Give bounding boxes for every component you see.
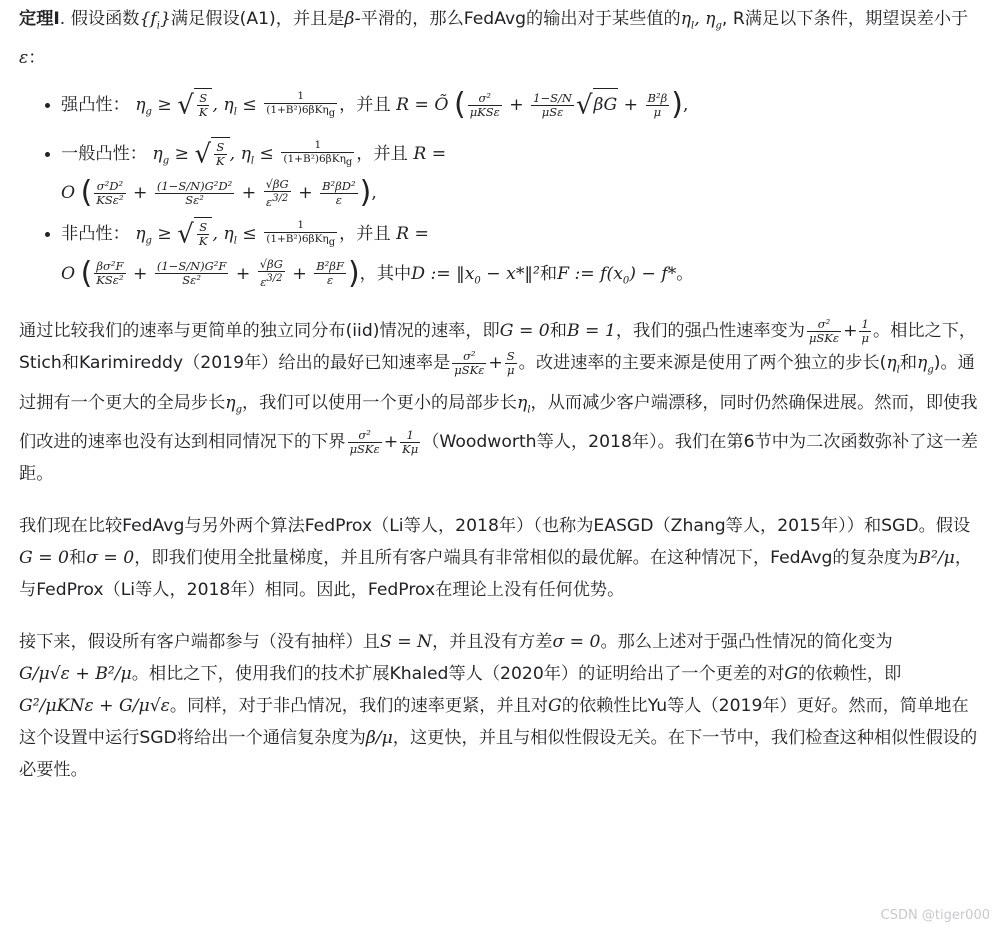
paragraph-rate-comparison: 通过比较我们的速率与更简单的独立同分布(iid)情况的速率，即G = 0和B = 1，我们的强凸性速率变为 $\frac{\text{σ²}}{\text{μSKε}}$ + $\frac{1}{\mu}$ 。相比之下，Stich和Karimireddy（2019年）给出的最好已知速率是 $\frac{\text{σ²}}{\text{μSKε}}$ + $\frac{S}{\mu}$ 。改进速率的主要来源是使用了两个独立的步长($\eta_l$和$\eta_g$)。通过拥有一个更大的全局步长$\eta_g$，我们可以使用一个更小的局部步长$\eta_l$，从而减少客户端漂移，同时仍然确保进展。然而，即使我们改进的速率也没有达到相同情况下的下界 $\frac{\text{σ²}}{\text{μSKε}}$ + $\frac{1}{K\mu}$ （Woodworth等人，2018年）。我们在第6节中为二次函数弥补了这一差距。 <box>19 316 978 485</box>
theorem-statement: 定理I. 假设函数$\{f_i\}$满足假设(A1)，并且是β-平滑的，那么FedAvg的输出对于某些值的$\eta_l$, $\eta_g$, R满足以下条件，期望误差小于ε： <box>19 9 969 69</box>
list-item-strongly-convex: • 强凸性： $\eta_g$ ≥ √ $\frac{S}{K}$ , $\eta_l$ ≤ $\frac{1}{(1+B^2)6\beta K\eta_g}$ ，并且 R = Õ ( $\frac{\text{σ²}}{\text{μKSε}}$ + $\frac{1-S/N}{\text{μSε}}$ √βG + $\frac{\text{B²β}}{\mu}$ ), <box>61 88 983 128</box>
theorem-title: 定理I <box>19 9 60 29</box>
paragraph-fedprox-comparison: 我们现在比较FedAvg与另外两个算法FedProx（Li等人，2018年）（也称为EASGD（Zhang等人，2015年））和SGD。假设G = 0和σ = 0，即我们使用全批量梯度，并且所有客户端具有非常相似的最优解。在这种情况下，FedAvg的复杂度为B²/μ，与FedProx（Li等人，2018年）相同。因此，FedProx在理论上没有任何优势。 <box>19 516 973 601</box>
list-item-general-convex: • 一般凸性： $\eta_g$ ≥ √ $\frac{S}{K}$ , $\eta_l$ ≤ $\frac{1}{(1+B^2)6\beta K\eta_g}$ ，并且 R = O ( $\frac{\text{σ²D²}}{\text{KSε²}}$ + $\frac{\text{(1−S/N)G²D²}}{\text{Sε²}}$ + $\frac{√\beta G}{\varepsilon^{3/2}}$ + $\frac{\text{B²βD²}}{\varepsilon}$ ), <box>61 137 983 209</box>
list-item-nonconvex: • 非凸性： $\eta_g$ ≥ √ $\frac{S}{K}$ , $\eta_l$ ≤ $\frac{1}{(1+B^2)6\beta K\eta_g}$ ，并且 R = O ( $\frac{\text{βσ²F}}{\text{KSε²}}$ + $\frac{\text{(1−S/N)G²F}}{\text{Sε²}}$ + $\frac{√\beta G}{\varepsilon^{3/2}}$ + $\frac{\text{B²βF}}{\varepsilon}$ )，其中D := $‖x_0$ − x*‖²和F := $f(x_0) - f*$。 <box>61 217 983 297</box>
csdn-watermark: CSDN @tiger000 <box>880 908 990 923</box>
document-body <box>19 3 983 786</box>
paragraph-full-participation: 接下来，假设所有客户端都参与（没有抽样）且S = N，并且没有方差σ = 0。那么上述对于强凸性情况的简化变为G/μ√ε + B²/μ。相比之下，使用我们的技术扩展Khaled等人（2020年）的证明给出了一个更差的对G的依赖性，即G²/μKNε + G/μ√ε。同样，对于非凸情况，我们的速率更紧，并且对G的依赖性比Yu等人（2019年）更好。然而，简单地在这个设置中运行SGD将给出一个通信复杂度为β/μ，这更快，并且与相似性假设无关。在下一节中，我们检查这种相似性假设的必要性。 <box>19 632 978 781</box>
condition-list <box>19 88 983 297</box>
